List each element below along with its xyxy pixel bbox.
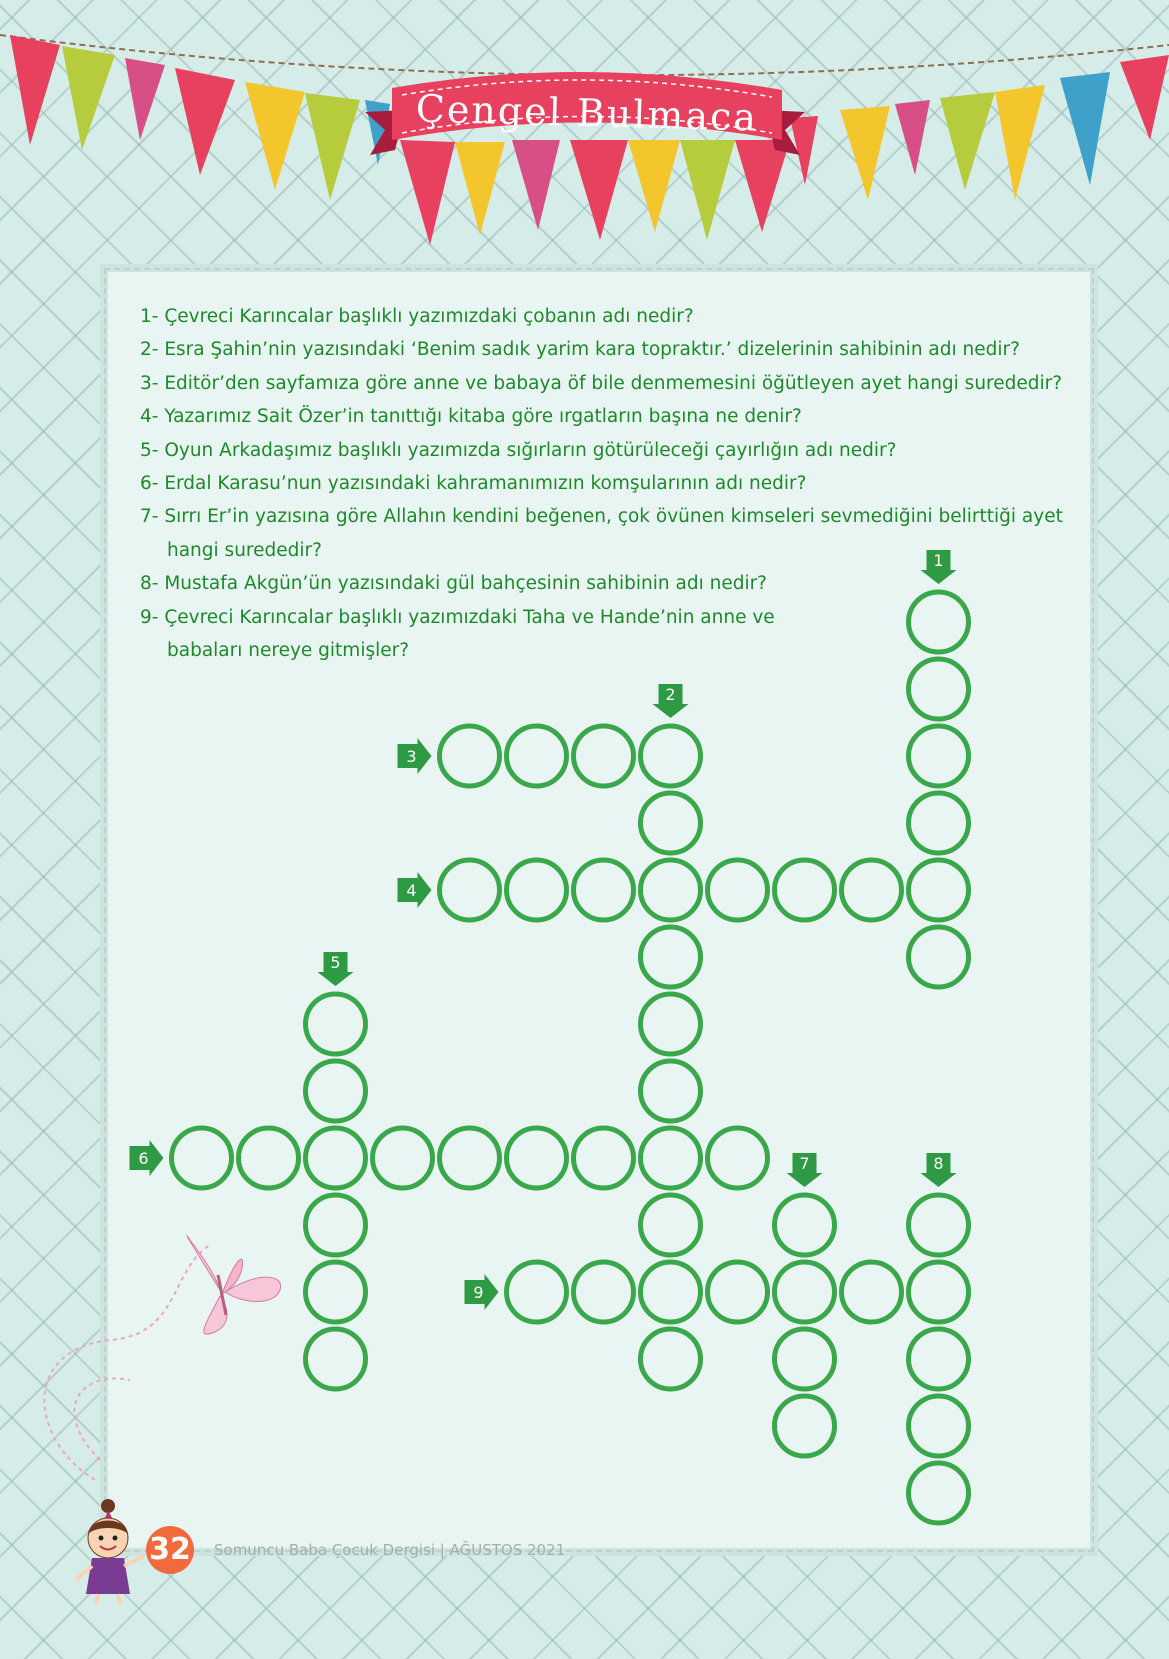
clue-number: 5 xyxy=(330,953,341,972)
clue-number: 2 xyxy=(665,685,676,704)
crossword-cell[interactable] xyxy=(708,860,768,920)
crossword-cell[interactable] xyxy=(909,1329,969,1389)
crossword-cell[interactable] xyxy=(641,1061,701,1121)
question-item: 8- Mustafa Akgün’ün yazısındaki gül bahçesinin sahibinin adı nedir? xyxy=(140,573,768,595)
clue-number: 8 xyxy=(933,1154,944,1173)
clue-marker-4 xyxy=(398,872,432,908)
crossword-cell[interactable] xyxy=(641,927,701,987)
crossword-cell[interactable] xyxy=(641,1195,701,1255)
clue-number: 6 xyxy=(138,1149,149,1168)
crossword-cell[interactable] xyxy=(507,726,567,786)
question-item: 5- Oyun Arkadaşımız başlıklı yazımızda sığırların götürüleceği çayırlığın adı nedir? xyxy=(140,439,897,461)
crossword-cell[interactable] xyxy=(909,1262,969,1322)
crossword-cell[interactable] xyxy=(775,860,835,920)
clue-marker-2 xyxy=(653,684,689,718)
crossword-cell[interactable] xyxy=(306,1195,366,1255)
crossword-cell[interactable] xyxy=(373,1128,433,1188)
page-title: Çengel Bulmaca xyxy=(415,86,759,140)
butterfly-icon xyxy=(20,1230,290,1480)
question-item: 9- Çevreci Karıncalar başlıklı yazımızdaki Taha ve Hande’nin anne ve babaları nereye gitmişler? xyxy=(140,606,775,662)
clue-marker-9 xyxy=(465,1274,499,1310)
crossword-cell[interactable] xyxy=(641,1262,701,1322)
clue-number: 9 xyxy=(473,1283,484,1302)
crossword-cell[interactable] xyxy=(507,1128,567,1188)
clue-marker-1 xyxy=(921,550,957,584)
crossword-cell[interactable] xyxy=(909,860,969,920)
crossword-cell[interactable] xyxy=(775,1396,835,1456)
crossword-cell[interactable] xyxy=(842,1262,902,1322)
crossword-cell[interactable] xyxy=(641,793,701,853)
clue-marker-3 xyxy=(398,738,432,774)
crossword-cell[interactable] xyxy=(775,1195,835,1255)
crossword-cell[interactable] xyxy=(909,659,969,719)
question-item: 6- Erdal Karasu’nun yazısındaki kahramanımızın komşularının adı nedir? xyxy=(140,473,807,495)
crossword-cell[interactable] xyxy=(641,994,701,1054)
crossword-cell[interactable] xyxy=(574,860,634,920)
clue-marker-5 xyxy=(318,952,354,986)
clue-marker-7 xyxy=(787,1153,823,1187)
crossword-cell[interactable] xyxy=(306,1061,366,1121)
crossword-cell[interactable] xyxy=(574,1262,634,1322)
crossword-cell[interactable] xyxy=(708,1128,768,1188)
clue-number: 4 xyxy=(406,881,417,900)
crossword-cell[interactable] xyxy=(306,1329,366,1389)
clue-marker-8 xyxy=(921,1153,957,1187)
crossword-cell[interactable] xyxy=(306,1262,366,1322)
crossword-cell[interactable] xyxy=(909,927,969,987)
crossword-cell[interactable] xyxy=(641,1128,701,1188)
crossword-cell[interactable] xyxy=(239,1128,299,1188)
crossword-cell[interactable] xyxy=(909,793,969,853)
question-item: 2- Esra Şahin’nin yazısındaki ‘Benim sadık yarim kara topraktır.’ dizelerinin sahibinin adı nedir? xyxy=(140,339,1020,361)
crossword-cell[interactable] xyxy=(172,1128,232,1188)
crossword-cell[interactable] xyxy=(708,1262,768,1322)
crossword-cell[interactable] xyxy=(641,1329,701,1389)
crossword-cell[interactable] xyxy=(306,994,366,1054)
clue-marker-6 xyxy=(130,1140,164,1176)
crossword-cell[interactable] xyxy=(507,860,567,920)
question-item: 4- Yazarımız Sait Özer’in tanıttığı kitaba göre ırgatların başına ne denir? xyxy=(140,406,802,428)
clue-number: 7 xyxy=(799,1154,810,1173)
question-item: 3- Editör’den sayfamıza göre anne ve babaya öf bile denmemesini öğütleyen ayet hangi surededir? xyxy=(140,372,1063,394)
crossword-cell[interactable] xyxy=(775,1329,835,1389)
crossword-cell[interactable] xyxy=(574,726,634,786)
page-number: 32 xyxy=(146,1526,194,1574)
crossword-cell[interactable] xyxy=(909,1463,969,1523)
crossword-cell[interactable] xyxy=(574,1128,634,1188)
crossword-cell[interactable] xyxy=(641,860,701,920)
crossword-cell[interactable] xyxy=(909,1396,969,1456)
clue-number: 1 xyxy=(933,551,944,570)
girl-mascot-icon xyxy=(70,1496,150,1606)
question-item: 7- Sırrı Er’in yazısına göre Allahın kendini beğenen, çok övünen kimseleri sevmediğini belirttiği ayet hangi surededir? xyxy=(140,506,1063,561)
crossword-cell[interactable] xyxy=(842,860,902,920)
footer-magazine-info: Somuncu Baba Çocuk Dergisi | AĞUSTOS 2021 xyxy=(214,1541,566,1559)
crossword-cell[interactable] xyxy=(775,1262,835,1322)
crossword-cell[interactable] xyxy=(440,726,500,786)
clue-number: 3 xyxy=(406,747,417,766)
crossword-cell[interactable] xyxy=(909,1195,969,1255)
crossword-cell[interactable] xyxy=(306,1128,366,1188)
crossword-cell[interactable] xyxy=(641,726,701,786)
crossword-cell[interactable] xyxy=(440,860,500,920)
crossword-cell[interactable] xyxy=(909,726,969,786)
crossword-cell[interactable] xyxy=(507,1262,567,1322)
question-item: 1- Çevreci Karıncalar başlıklı yazımızdaki çobanın adı nedir? xyxy=(140,306,694,327)
crossword-cell[interactable] xyxy=(909,592,969,652)
crossword-cell[interactable] xyxy=(440,1128,500,1188)
